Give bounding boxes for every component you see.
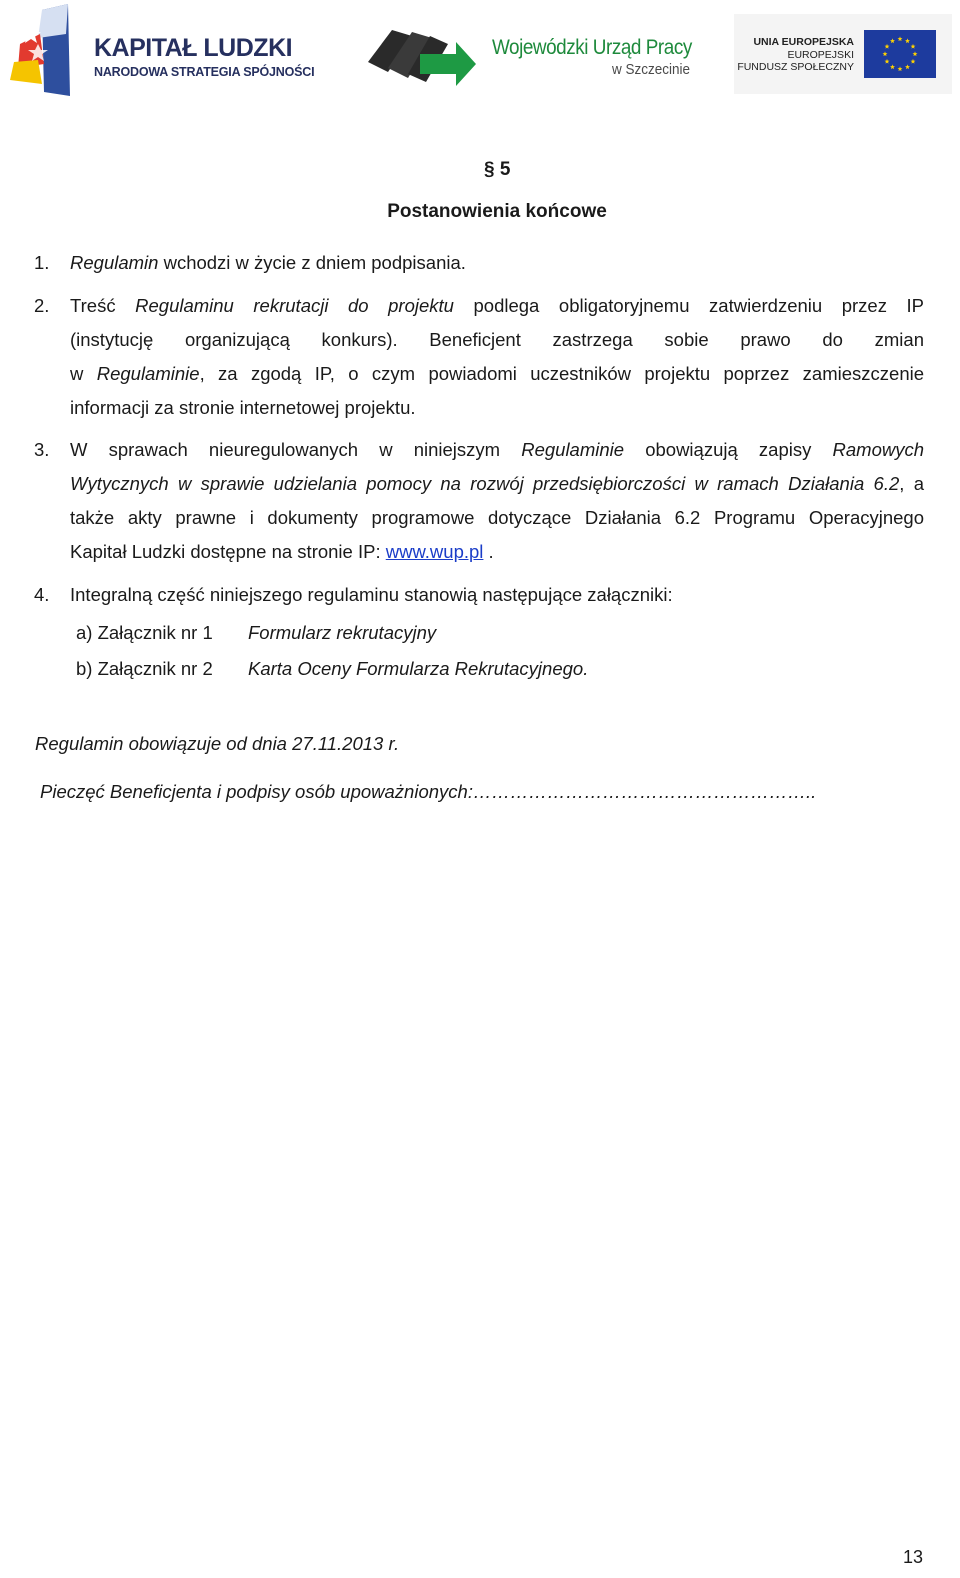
attachment-label: b) Załącznik nr 2	[76, 658, 213, 679]
list-item-1	[34, 246, 924, 280]
page-header	[0, 0, 960, 110]
text-run: informacji za stronie internetowej projektu.	[70, 397, 416, 418]
text-run: Treść	[70, 295, 136, 316]
attachment-label: a) Załącznik nr 1	[76, 622, 213, 643]
text-run: Wytycznych w sprawie udzielania pomocy na rozwój przedsiębiorczości w ramach Działania 6.2	[70, 473, 900, 494]
list-item-number: 1.	[34, 252, 50, 273]
page-number: 13	[903, 1547, 924, 1567]
list-item-number: 3.	[34, 439, 50, 460]
text-run: Regulamin	[70, 252, 159, 273]
list-item-2	[34, 289, 924, 425]
text-line	[70, 391, 924, 425]
kapital-ludzki-title: KAPITAŁ LUDZKI	[94, 34, 293, 62]
kapital-ludzki-logo	[8, 4, 318, 100]
list-item-text	[70, 246, 924, 280]
text-run: Integralną część niniejszego regulaminu stanowią następujące załączniki:	[70, 584, 673, 605]
text-line	[70, 501, 924, 535]
text-run: obowiązują zapisy	[624, 439, 833, 460]
list-item-number: 4.	[34, 584, 50, 605]
text-line	[70, 289, 924, 323]
section-number: § 5	[484, 159, 511, 180]
eu-flag-icon	[864, 30, 936, 78]
kapital-ludzki-subtitle: NARODOWA STRATEGIA SPÓJNOŚCI	[94, 65, 315, 79]
list-item-4	[34, 578, 924, 612]
signature-line: Pieczęć Beneficjenta i podpisy osób upoważnionych:………………………………………………..	[40, 781, 817, 802]
website-link[interactable]: www.wup.pl	[385, 541, 484, 562]
list-item-text	[70, 433, 924, 569]
list-item-text	[70, 578, 924, 612]
text-line	[70, 323, 924, 357]
list-item-number: 2.	[34, 295, 50, 316]
text-line	[70, 433, 924, 467]
text-run: Regulaminie	[96, 363, 200, 384]
eu-logo	[734, 14, 952, 94]
kapital-ludzki-emblem-icon	[8, 4, 88, 100]
text-run: , za zgodą IP, o czym powiadomi uczestników projektu poprzez zamieszczenie	[199, 363, 925, 384]
text-run: .	[483, 541, 494, 562]
eu-line-2: EUROPEJSKI	[787, 48, 854, 61]
eu-line-1: UNIA EUROPEJSKA	[753, 36, 854, 48]
wup-city: w Szczecinie	[612, 61, 691, 78]
effective-date: Regulamin obowiązuje od dnia 27.11.2013 r.	[35, 733, 400, 754]
text-run: w	[70, 363, 97, 384]
list-item-3	[34, 433, 924, 569]
text-line	[70, 357, 924, 391]
eu-logo-text	[737, 36, 854, 74]
wup-name: Wojewódzki Urząd Pracy	[492, 36, 692, 59]
attachment-title: Formularz rekrutacyjny	[248, 622, 437, 643]
text-run: Regulaminie	[521, 439, 625, 460]
text-line	[70, 467, 924, 501]
text-run: Ramowych	[832, 439, 925, 460]
text-line	[70, 535, 924, 569]
eu-line-3: FUNDUSZ SPOŁECZNY	[737, 61, 854, 73]
text-run: wchodzi w życie z dniem podpisania.	[158, 252, 466, 273]
text-run: podlega obligatoryjnemu zatwierdzeniu przez IP	[453, 295, 924, 316]
attachment-title: Karta Oceny Formularza Rekrutacyjnego.	[248, 658, 589, 679]
text-run: (instytucję organizującą konkurs). Beneficjent zastrzega sobie prawo do zmian	[70, 329, 924, 350]
text-run: Kapitał Ludzki dostępne na stronie IP:	[70, 541, 386, 562]
text-run: W sprawach nieuregulowanych w niniejszym	[70, 439, 522, 460]
wup-emblem-icon	[368, 22, 478, 92]
text-run: Regulaminu rekrutacji do projektu	[135, 295, 454, 316]
text-run: także akty prawne i dokumenty programowe dotyczące Działania 6.2 Programu Operacyjnego	[70, 507, 924, 528]
text-run: , a	[899, 473, 924, 494]
wup-logo	[368, 22, 708, 92]
list-item-text	[70, 289, 924, 425]
section-title: Postanowienia końcowe	[387, 201, 607, 222]
